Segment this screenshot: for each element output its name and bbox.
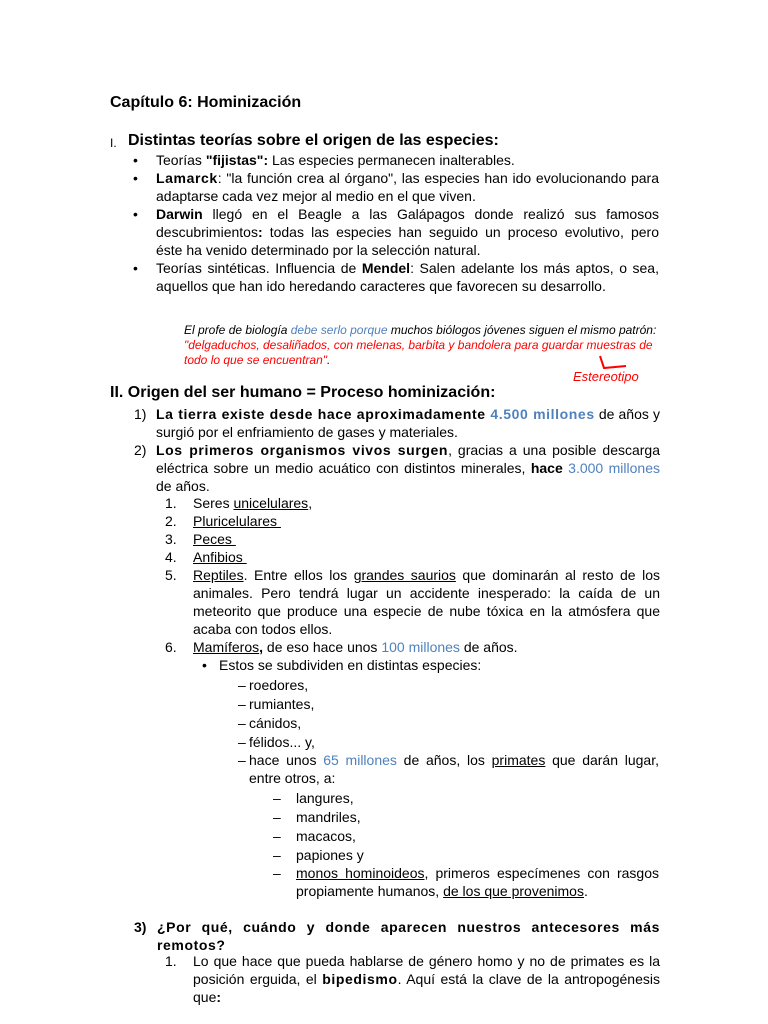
list-number: 5. <box>165 567 177 583</box>
bullet-icon: • <box>133 206 138 222</box>
dash-icon: – <box>238 752 246 768</box>
dash-item-hominoideos: monos hominoideos, primeros especímenes con rasgos propiamente humanos, de los que provenimos. <box>296 865 659 899</box>
list-item-anfibios: Anfibios <box>193 549 247 565</box>
section-1-number: I. <box>110 136 117 150</box>
teacher-note: El profe de biología debe serlo porque muchos biólogos jóvenes siguen el mismo patrón: "delgaduchos, desaliñados, con melenas, barbita y bandolera para guardar muestras de todo lo que se encuentran". <box>184 323 657 367</box>
list-number: 1. <box>165 953 177 969</box>
list-number: 3. <box>165 531 177 547</box>
list-number: 4. <box>165 549 177 565</box>
dash-item-primates: hace unos 65 millones de años, los primates que darán lugar, entre otros, a: <box>249 752 659 786</box>
point-2-text: Los primeros organismos vivos surgen, gracias a una posible descarga eléctrica sobre un medio acuático con distintos minerales, hace 3.000 millones de años. <box>156 442 660 494</box>
dash-icon: – <box>273 865 281 881</box>
dash-icon: – <box>238 677 246 693</box>
bullet-icon: • <box>133 152 138 168</box>
list-number: 2. <box>165 513 177 529</box>
dash-item-canidos: cánidos, <box>249 715 302 731</box>
list-number: 1. <box>165 495 177 511</box>
dash-item-macacos: macacos, <box>296 828 356 844</box>
bullet-darwin: Darwin llegó en el Beagle a las Galápagos donde realizó sus famosos descubrimientos: todas las especies han seguido un proceso evolutivo, pero éste ha venido determinado por la selección natural. <box>156 206 659 258</box>
dash-icon: – <box>238 734 246 750</box>
chapter-title: Capítulo 6: Hominización <box>110 94 302 111</box>
section-1-heading: Distintas teorías sobre el origen de las especies: <box>128 132 499 149</box>
point-1-number: 1) <box>134 406 147 422</box>
point-2-number: 2) <box>134 442 147 458</box>
point-1-text: La tierra existe desde hace aproximadamente 4.500 millones de años y surgió por el enfriamiento de gases y materiales. <box>156 406 660 440</box>
dash-item-papiones: papiones y <box>296 847 364 863</box>
dash-icon: – <box>273 847 281 863</box>
section-2-heading: II. Origen del ser humano = Proceso hominización: <box>110 384 496 401</box>
list-item-mamiferos: Mamíferos, de eso hace unos 100 millones de años. <box>193 639 518 655</box>
bullet-mendel: Teorías sintéticas. Influencia de Mendel: Salen adelante los más aptos, o sea, aquellos que han ido heredando caracteres que favorecen su desarrollo. <box>156 260 659 294</box>
list-item-pluricelulares: Pluricelulares <box>193 513 281 529</box>
dash-item-felidos: félidos... y, <box>249 734 315 750</box>
bullet-icon: • <box>202 657 207 673</box>
stereotype-annotation: Estereotipo <box>573 369 639 384</box>
dash-icon: – <box>238 696 246 712</box>
point-3-item-1: Lo que hace que pueda hablarse de género homo y no de primates es la posición erguida, el bipedismo. Aquí está la clave de la antropogénesis que: <box>193 953 660 1005</box>
dash-item-rumiantes: rumiantes, <box>249 696 315 712</box>
list-item-reptiles: Reptiles. Entre ellos los grandes saurios que dominarán al resto de los animales. Pero tendrá lugar un accidente inesperado: la caída de un meteorito que produce una especie de nube tóxica en la atmósfera que acaba con todos ellos. <box>193 567 660 637</box>
list-item-unicelulares: Seres unicelulares, <box>193 495 313 511</box>
dash-icon: – <box>273 790 281 806</box>
dash-item-mandriles: mandriles, <box>296 809 361 825</box>
bullet-fijistas: Teorías "fijistas": Las especies permanecen inalterables. <box>156 152 515 168</box>
sub-intro: Estos se subdividen en distintas especies: <box>219 657 482 673</box>
dash-icon: – <box>273 828 281 844</box>
dash-item-langures: langures, <box>296 790 354 806</box>
bullet-icon: • <box>133 260 138 276</box>
point-3-heading: ¿Por qué, cuándo y donde aparecen nuestros antecesores más remotos? <box>157 919 660 953</box>
dash-item-roedores: roedores, <box>249 677 309 693</box>
bullet-lamarck: Lamarck: "la función crea al órgano", las especies han ido evolucionando para adaptarse cada vez mejor al medio en el que viven. <box>156 170 659 204</box>
bullet-icon: • <box>133 170 138 186</box>
dash-icon: – <box>273 809 281 825</box>
list-item-peces: Peces <box>193 531 236 547</box>
point-3-number: 3) <box>134 919 147 935</box>
list-number: 6. <box>165 639 177 655</box>
dash-icon: – <box>238 715 246 731</box>
